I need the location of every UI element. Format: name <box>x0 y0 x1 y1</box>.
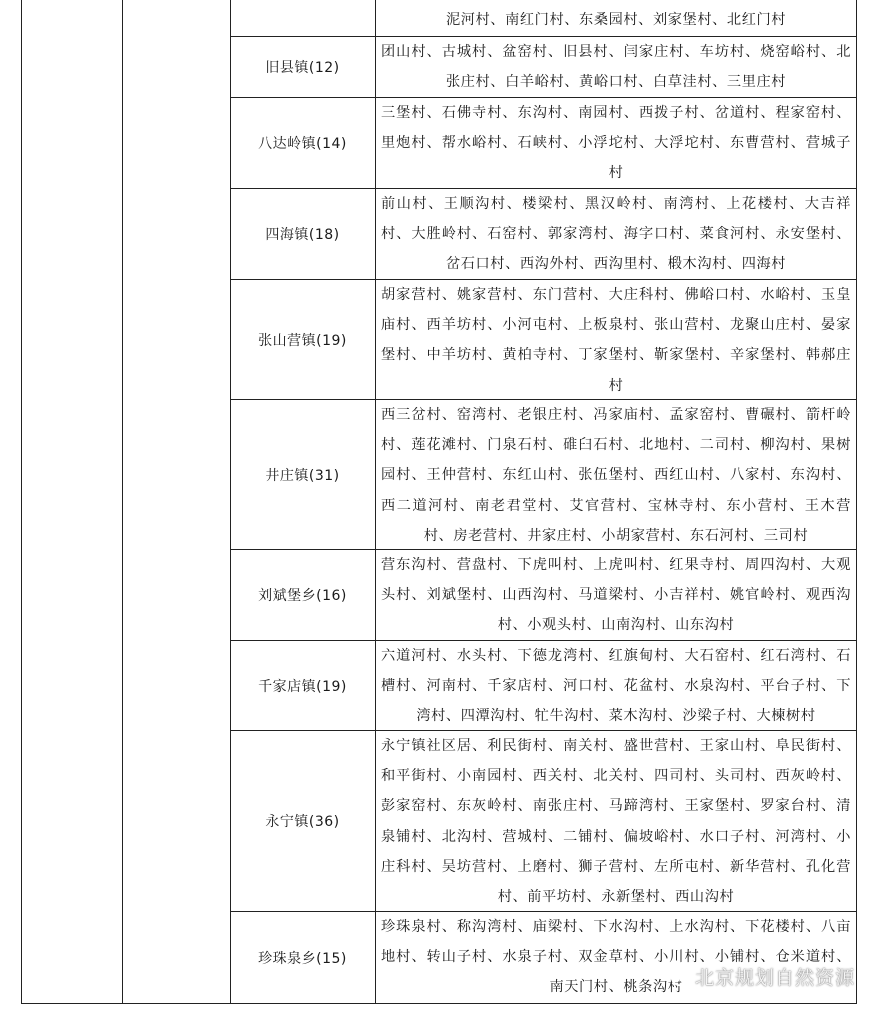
town-name-cell: 千家店镇(19) <box>258 678 347 695</box>
village-list-cell: 前山村、王顺沟村、楼梁村、黑汉岭村、南湾村、上花楼村、大吉祥村、大胜岭村、石窑村、郭家湾村、海字口村、菜食河村、永安堡村、岔石口村、西沟外村、西沟里村、椴木沟村、四海村 <box>381 196 851 273</box>
table-column-divider <box>122 0 123 1004</box>
table-border-right <box>856 0 857 1004</box>
town-name-cell: 永宁镇(36) <box>265 814 340 830</box>
table-border-bottom <box>21 1003 857 1004</box>
village-list-cell: 泥河村、南红门村、东桑园村、刘家堡村、北红门村 <box>445 12 787 28</box>
village-list-cell: 胡家营村、姚家营村、东门营村、大庄科村、佛峪口村、水峪村、玉皇庙村、西羊坊村、小河屯村、上板泉村、张山营村、龙聚山庄村、晏家堡村、中羊坊村、黄柏寺村、丁家堡村、靳家堡村、辛家堡村、韩郝庄村 <box>381 287 851 394</box>
town-name-cell: 旧县镇(12) <box>265 60 340 76</box>
village-list-cell: 西三岔村、窑湾村、老银庄村、冯家庙村、孟家窑村、曹碾村、箭杆岭村、莲花滩村、门泉石村、碓臼石村、北地村、二司村、柳沟村、果树园村、王仲营村、东红山村、张伍堡村、西红山村、八家村、东沟村、西二道河村、南老君堂村、艾官营村、宝林寺村、东小营村、王木营村、房老营村、井家庄村、小胡家营村、东石河村、三司村 <box>381 407 851 544</box>
village-list-cell: 永宁镇社区居、利民街村、南关村、盛世营村、王家山村、阜民街村、和平街村、小南园村、西关村、北关村、四司村、头司村、西灰岭村、彭家窑村、东灰岭村、南张庄村、马蹄湾村、王家堡村、罗家台村、清泉铺村、北沟村、营城村、二铺村、偏坡峪村、水口子村、河湾村、小庄科村、吴坊营村、上磨村、狮子营村、左所屯村、新华营村、孔化营村、前平坊村、永新堡村、西山沟村 <box>381 738 851 906</box>
town-name-cell: 刘斌堡乡(16) <box>258 588 347 604</box>
village-list-cell: 六道河村、水头村、下德龙湾村、红旗甸村、大石窑村、红石湾村、石槽村、河南村、千家店村、河口村、花盆村、水泉沟村、平台子村、下湾村、四潭沟村、牤牛沟村、菜木沟村、沙梁子村、大楝树村 <box>381 648 851 725</box>
town-name-cell: 珍珠泉乡(15) <box>258 950 347 967</box>
town-name-cell: 四海镇(18) <box>265 227 340 243</box>
town-name-cell: 井庄镇(31) <box>265 467 340 484</box>
town-name-cell: 张山营镇(19) <box>258 332 347 349</box>
village-list-cell: 三堡村、石佛寺村、东沟村、南园村、西拨子村、岔道村、程家窑村、里炮村、帮水峪村、石峡村、小浮坨村、大浮坨村、东曹营村、营城子村 <box>381 105 851 182</box>
village-list-cell: 团山村、古城村、盆窑村、旧县村、闫家庄村、车坊村、烧窑峪村、北张庄村、白羊峪村、黄峪口村、白草洼村、三里庄村 <box>381 44 851 91</box>
watermark <box>669 963 855 990</box>
watermark-text: 北京规划自然资源 <box>694 967 855 989</box>
table-border-left <box>21 0 22 1004</box>
village-list-cell: 珍珠泉村、称沟湾村、庙梁村、下水沟村、上水沟村、下花楼村、八亩地村、转山子村、水泉子村、双金草村、小川村、小铺村、仓米道村、南天门村、桃条沟村 <box>381 919 851 996</box>
wechat-channel-icon <box>669 966 691 988</box>
town-name-cell: 八达岭镇(14) <box>258 136 347 152</box>
village-list-cell: 营东沟村、营盘村、下虎叫村、上虎叫村、红果寺村、周四沟村、大观头村、刘斌堡村、山西沟村、马道梁村、小吉祥村、姚官岭村、观西沟村、小观头村、山南沟村、山东沟村 <box>381 557 851 634</box>
